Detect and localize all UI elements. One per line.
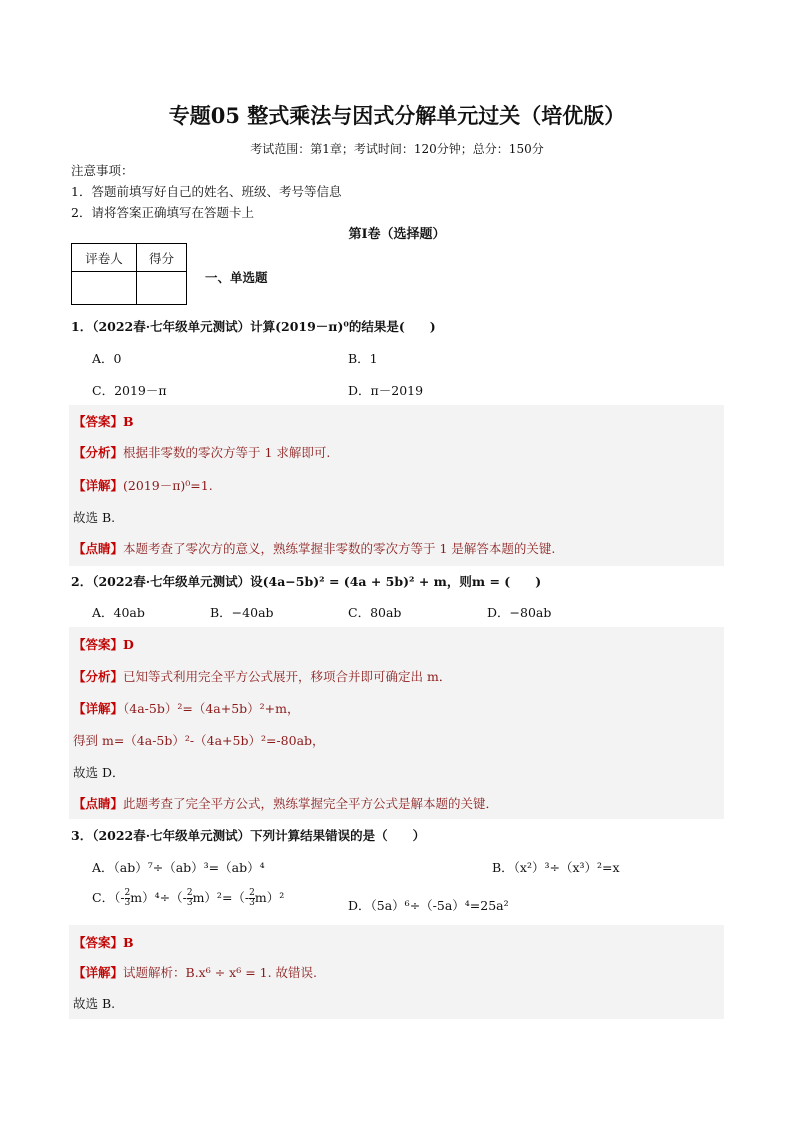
q3-option-d: D．（5a）⁶÷（-5a）⁴=25a²: [348, 898, 509, 913]
q2-option-b: B．−40ab: [210, 605, 274, 620]
grader-score-cell[interactable]: [137, 272, 187, 305]
grader-table: [71, 243, 187, 305]
q3-option-c-mid1: m）⁴÷（-: [130, 890, 187, 905]
q2-analysis: 已知等式利用完全平方公式展开，移项合并即可确定出 m．: [123, 669, 452, 684]
q3-fraction-3: $\frac{2}{3}$: [249, 888, 255, 908]
q3-option-c: [92, 888, 284, 908]
q3-option-a: A．（ab）⁷÷（ab）³=（ab）⁴: [92, 860, 265, 875]
q1-analysis: 根据非零数的零次方等于 1 求解即可.: [123, 445, 331, 460]
exam-info: 考试范围：第1章；考试时间：120分钟；总分：150分: [250, 142, 544, 156]
q2-detail-2: 得到 m=（4a-5b）²-（4a+5b）²=-80ab，: [73, 733, 325, 748]
q2-option-c: C．80ab: [348, 605, 402, 620]
section-title: 第I卷（选择题）: [348, 227, 446, 242]
q3-fraction-2: $\frac{2}{3}$: [186, 888, 193, 908]
grader-col-reviewer: 评卷人: [72, 244, 137, 272]
part-title: 一、单选题: [205, 270, 268, 285]
q2-option-a: A．40ab: [92, 605, 145, 620]
q3-detail: 试题解析：B.x⁶ ÷ x⁶ = 1. 故错误.: [123, 965, 318, 980]
page-title: 专题05 整式乘法与因式分解单元过关（培优版）: [168, 103, 626, 128]
q1-option-a: A．0: [92, 351, 122, 366]
q2-answer: 【答案】D: [73, 637, 134, 652]
q3-option-c-prefix: C．（-: [92, 890, 125, 905]
q3-option-b: B．（x²）³÷（x³）²=x: [492, 860, 620, 875]
q3-fraction-1: $\frac{2}{3}$: [124, 888, 131, 908]
q1-answer: 【答案】B: [73, 414, 134, 429]
q1-detail: (2019－π)⁰=1.: [123, 478, 213, 493]
q2-detail-tag: 【详解】: [73, 701, 124, 716]
q2-option-d: D．−80ab: [487, 605, 552, 620]
notice-item-2: 2．请将答案正确填写在答题卡上: [71, 205, 254, 220]
q1-option-d: D．π－2019: [348, 383, 424, 398]
q2-comment: 此题考查了完全平方公式，熟练掌握完全平方公式是解本题的关键．: [123, 796, 499, 811]
q1-stem: 1．（2022春·七年级单元测试）计算(2019－π)⁰的结果是( ): [71, 319, 436, 334]
q3-answer: 【答案】B: [73, 935, 134, 950]
q3-detail-tag: 【详解】: [73, 965, 124, 980]
q2-analysis-tag: 【分析】: [73, 669, 124, 684]
q3-option-c-end: m）²: [254, 890, 285, 905]
q3-answer-block: [69, 925, 724, 1019]
q1-option-b: B．1: [348, 351, 378, 366]
q1-detail-tag: 【详解】: [73, 478, 124, 493]
q2-answer-block: [69, 627, 724, 819]
q2-choose: 故选 D．: [73, 765, 125, 780]
grader-col-score: 得分: [137, 244, 187, 272]
q1-comment: 本题考查了零次方的意义，熟练掌握非零数的零次方等于 1 是解答本题的关键.: [123, 541, 556, 556]
q3-choose: 故选 B.: [73, 996, 116, 1011]
q1-comment-tag: 【点睛】: [73, 541, 124, 556]
q1-choose: 故选 B.: [73, 510, 116, 525]
q1-option-c: C．2019－π: [92, 383, 167, 398]
q3-stem: 3．（2022春·七年级单元测试）下列计算结果错误的是（ ）: [71, 828, 426, 843]
q1-answer-block: [69, 405, 724, 566]
q1-analysis-tag: 【分析】: [73, 445, 124, 460]
grader-reviewer-cell[interactable]: [72, 272, 137, 305]
q2-detail: （4a-5b）²=（4a+5b）²+m，: [123, 701, 300, 716]
notice-item-1: 1．答题前填写好自己的姓名、班级、考号等信息: [71, 184, 342, 199]
q2-comment-tag: 【点睛】: [73, 796, 124, 811]
notice-heading: 注意事项：: [71, 163, 134, 178]
q3-option-c-mid2: m）²=（-: [192, 890, 250, 905]
q2-stem: 2．（2022春·七年级单元测试）设(4a−5b)² = (4a + 5b)² + m，则m = ( ): [71, 574, 542, 589]
